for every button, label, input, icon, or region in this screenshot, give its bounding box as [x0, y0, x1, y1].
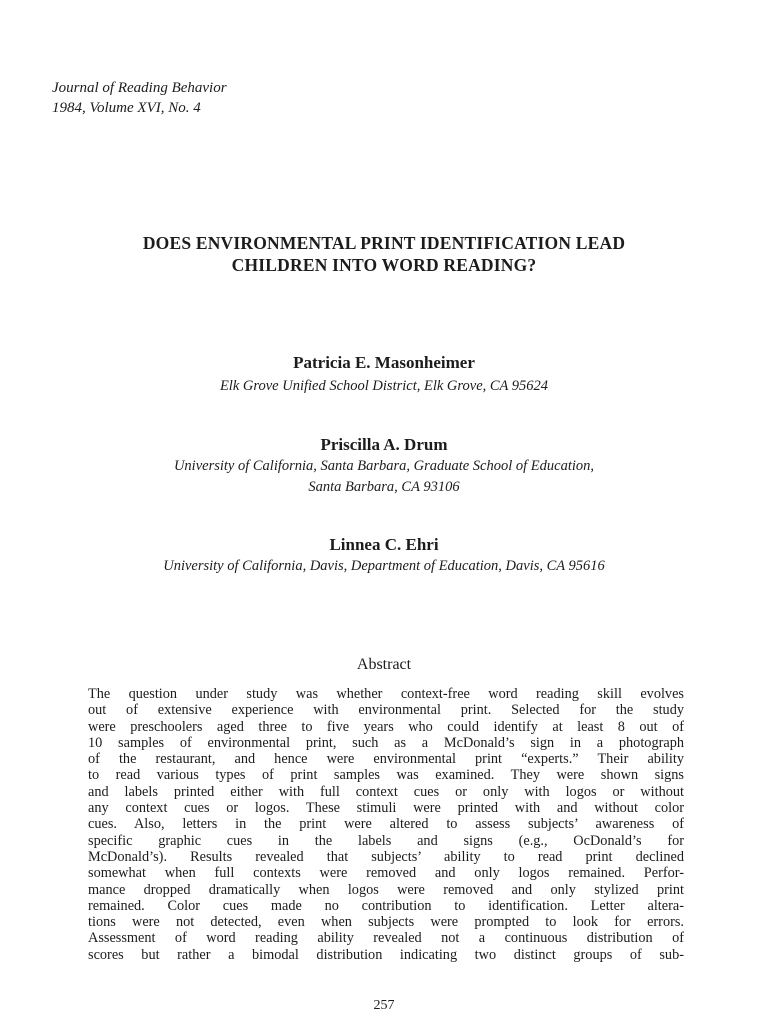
journal-citation [52, 78, 227, 118]
paper-title-line-2: CHILDREN INTO WORD READING? [231, 255, 537, 275]
abstract-line: scores but rather a bimodal distribution indicating two distinct groups of sub- [88, 946, 684, 963]
author-affiliation [0, 376, 768, 397]
abstract-body [88, 686, 684, 963]
abstract-line: to read various types of print samples was examined. They were shown signs [88, 767, 684, 784]
affiliation-line: University of California, Davis, Department of Education, Davis, CA 95616 [163, 558, 605, 574]
paper-title-line-1: DOES ENVIRONMENTAL PRINT IDENTIFICATION LEAD [142, 233, 626, 253]
abstract-heading: Abstract [356, 656, 412, 673]
author-affiliation [0, 556, 768, 577]
page-number: 257 [373, 998, 395, 1013]
abstract-line: specific graphic cues in the labels and signs (e.g., OcDonald’s for [88, 832, 684, 849]
author-name: Linnea C. Ehri [329, 535, 439, 554]
abstract-line: and labels printed either with full context cues or only with logos or without [88, 783, 684, 800]
abstract-line: Assessment of word reading ability revealed not a continuous distribution of [88, 930, 684, 947]
abstract-line: mance dropped dramatically when logos were removed and only stylized print [88, 881, 684, 898]
affiliation-line: Santa Barbara, CA 93106 [308, 479, 460, 495]
affiliation-line: Elk Grove Unified School District, Elk Grove, CA 95624 [219, 378, 549, 394]
abstract-line: cues. Also, letters in the print were altered to assess subjects’ awareness of [88, 816, 684, 833]
abstract-line: 10 samples of environmental print, such as a McDonald’s sign in a photograph [88, 734, 684, 751]
paper-title [60, 232, 708, 276]
abstract-line: McDonald’s). Results revealed that subjects’ ability to read print declined [88, 848, 684, 865]
abstract-line: somewhat when full contexts were removed and only logos remained. Perfor- [88, 865, 684, 882]
abstract-line: remained. Color cues made no contribution to identification. Letter altera- [88, 897, 684, 914]
abstract-line: of the restaurant, and hence were environmental print “experts.” Their ability [88, 751, 684, 768]
author-name: Priscilla A. Drum [320, 435, 448, 454]
abstract-line: any context cues or logos. These stimuli were printed with and without color [88, 800, 684, 817]
affiliation-line: University of California, Santa Barbara, Graduate School of Education, [173, 458, 595, 474]
journal-issue: 1984, Volume XVI, No. 4 [52, 100, 201, 116]
abstract-line: out of extensive experience with environmental print. Selected for the study [88, 702, 684, 719]
abstract-line: tions were not detected, even when subjects were prompted to look for errors. [88, 914, 684, 931]
author-affiliation [0, 456, 768, 498]
abstract-line: were preschoolers aged three to five years who could identify at least 8 out of [88, 718, 684, 735]
abstract-line: The question under study was whether context-free word reading skill evolves [88, 686, 684, 702]
author-name: Patricia E. Masonheimer [293, 353, 475, 372]
journal-name: Journal of Reading Behavior [52, 80, 227, 96]
